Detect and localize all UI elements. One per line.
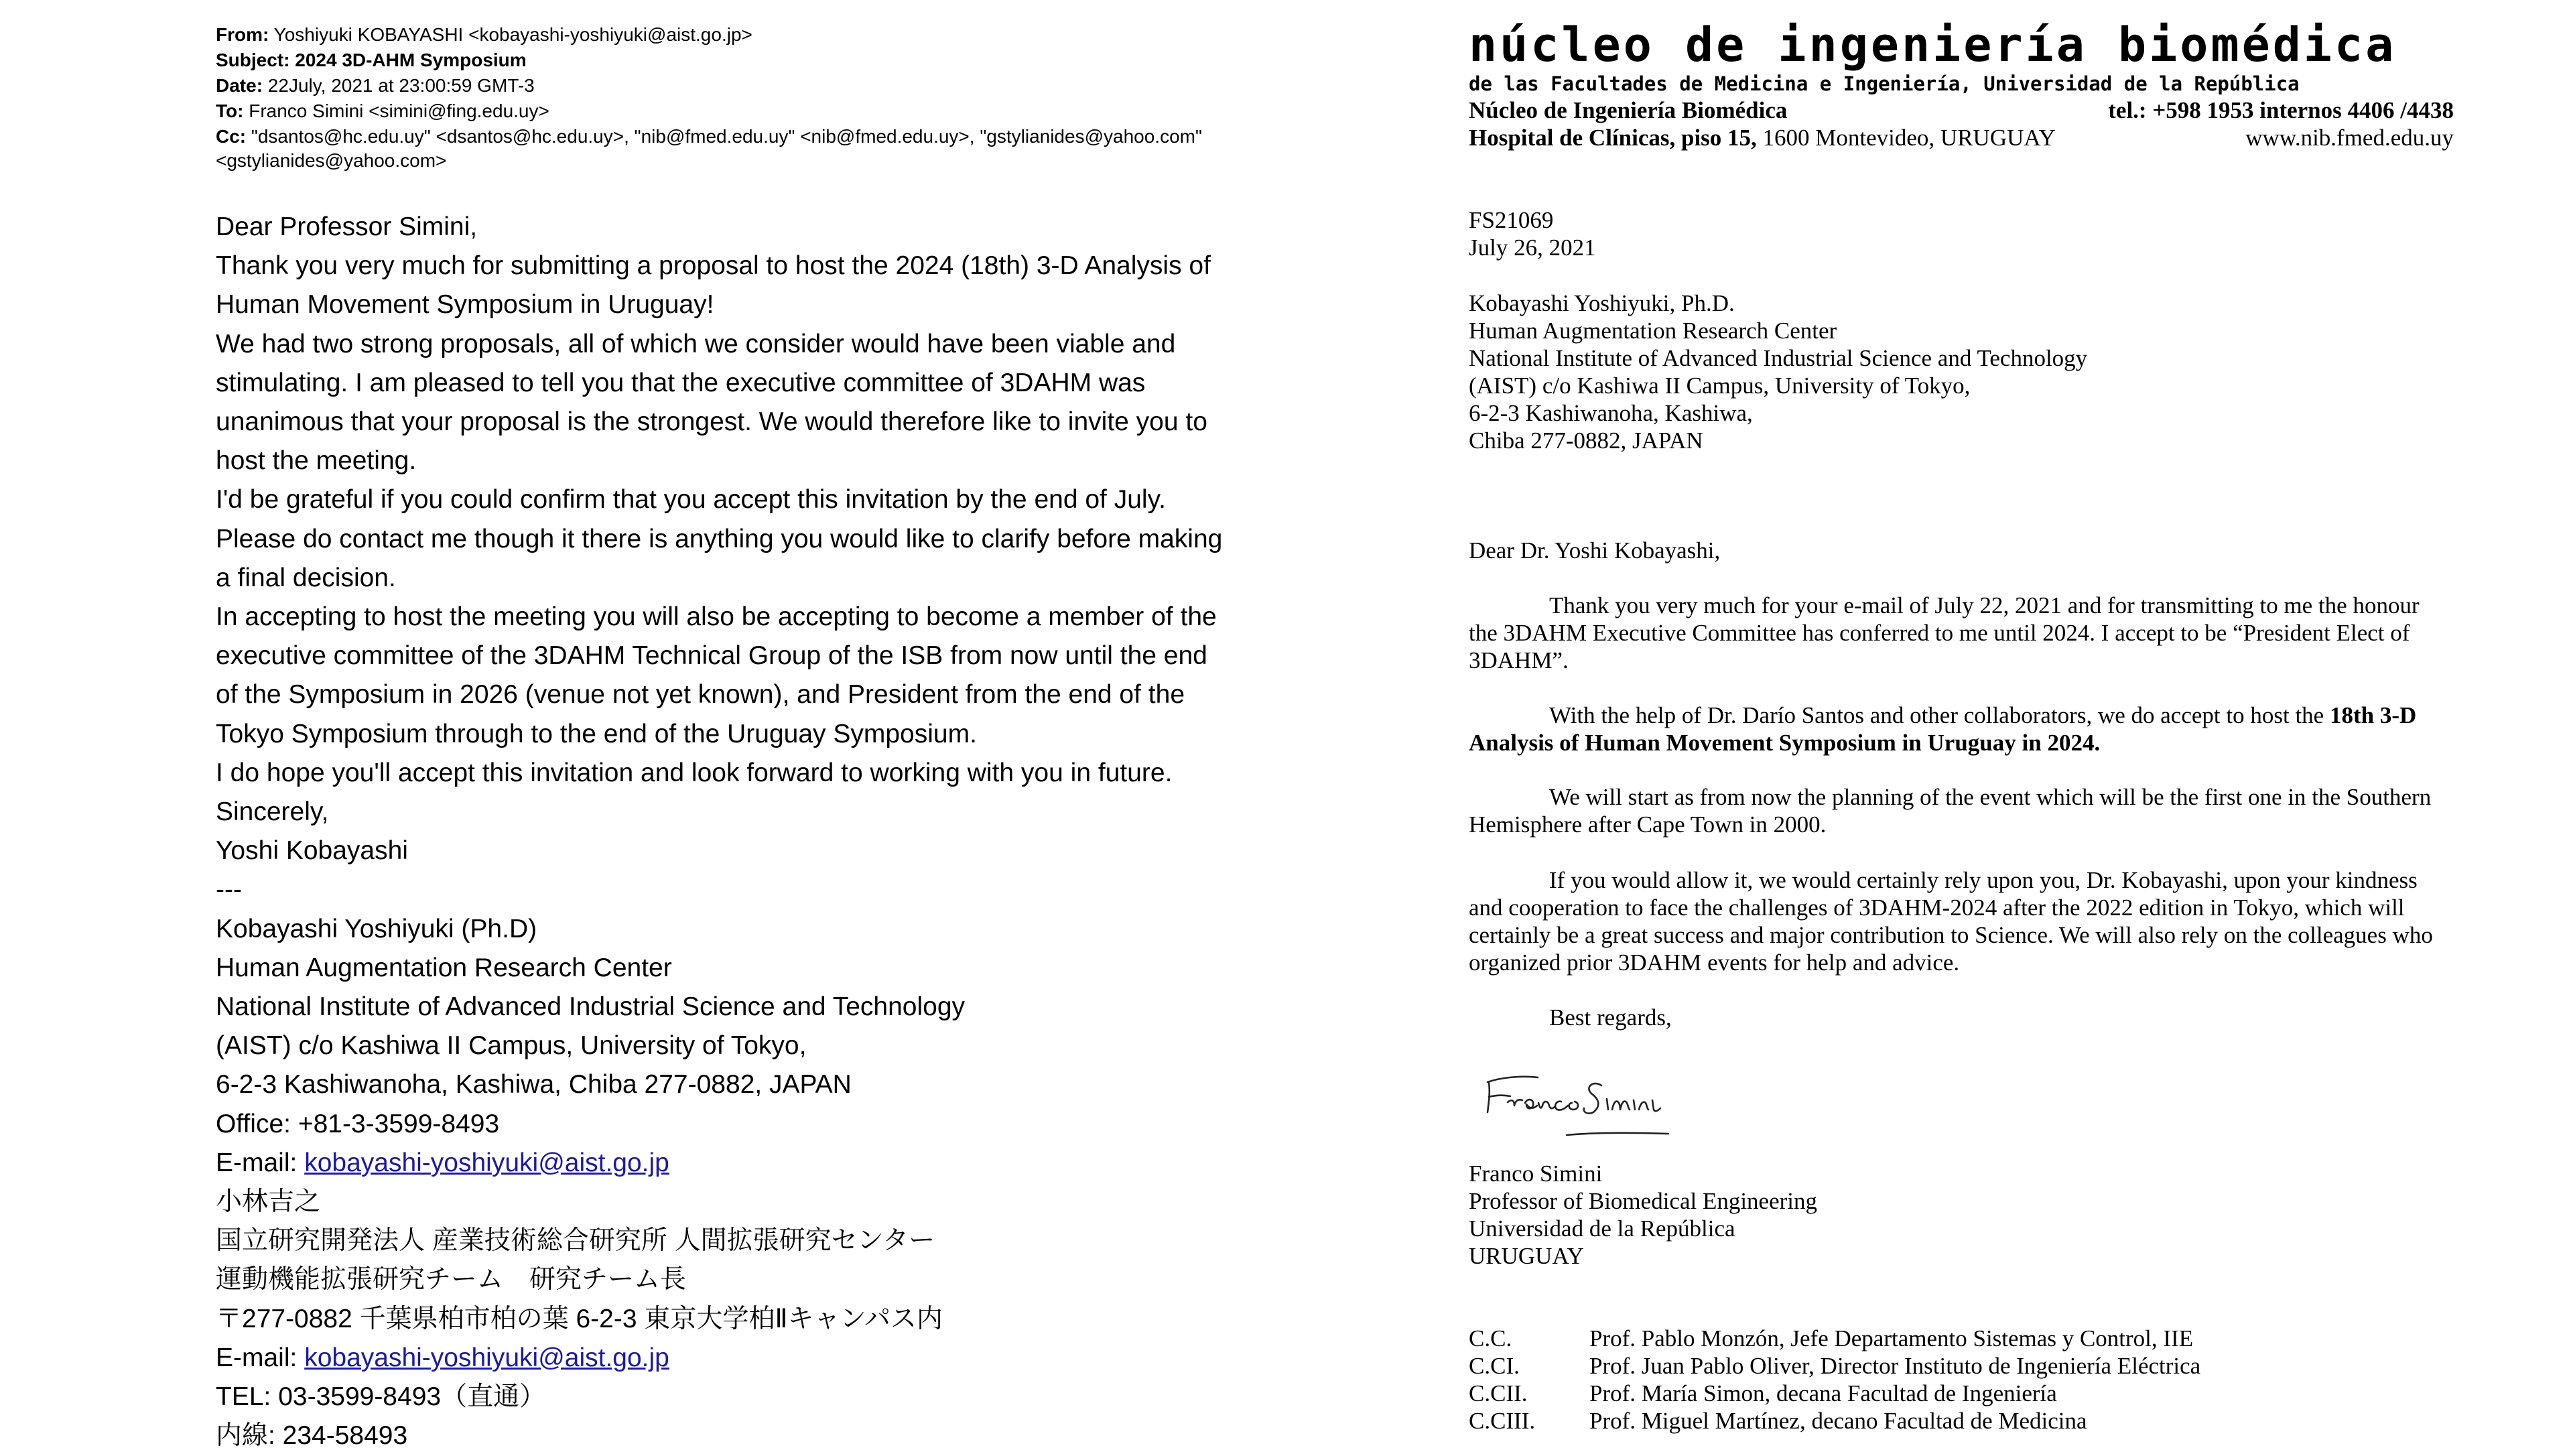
email-to-line: [216, 99, 1315, 123]
signature-line: National Institute of Advanced Industrial Science and Technology: [216, 992, 966, 1022]
letterhead-phone: tel.: +598 1953 internos 4406 /4438: [2108, 97, 2454, 123]
signature-line: Kobayashi Yoshiyuki (Ph.D): [216, 914, 537, 943]
cc-row: [1469, 1408, 2087, 1435]
body-line: Thank you very much for submitting a proposal to host the 2024 (18th) 3-D Analysis of: [216, 251, 1211, 281]
email-line-2: [216, 1339, 1328, 1378]
address-line: Chiba 277-0882, JAPAN: [1469, 427, 1703, 454]
cc-key: C.CII.: [1469, 1380, 1528, 1406]
body-line: Tokyo Symposium through to the end of the Uruguay Symposium.: [216, 719, 977, 748]
signature-line: Office: +81-3-3599-8493: [216, 1109, 500, 1138]
letterhead-line-1: [1469, 97, 2454, 124]
closing: Best regards,: [1549, 1004, 1672, 1031]
address-line: Human Augmentation Research Center: [1469, 318, 1837, 344]
paragraph-2-text: With the help of Dr. Darío Santos and other collaborators, we do accept to host the: [1549, 702, 2330, 728]
cc-label: Cc:: [216, 126, 247, 147]
cc-value: Prof. Miguel Martínez, decano Facultad de Medicina: [1589, 1408, 2087, 1434]
jp-line: 国立研究開発法人 産業技術総合研究所 人間拡張研究センター: [216, 1226, 935, 1256]
body-line: executive committee of the 3DAHM Technical Group of the ISB from now until the end: [216, 641, 1207, 671]
address-line: National Institute of Advanced Industrial Science and Technology: [1469, 345, 2088, 371]
body-line: Human Movement Symposium in Uruguay!: [216, 290, 714, 320]
address-line: 6-2-3 Kashiwanoha, Kashiwa,: [1469, 400, 1753, 426]
cc-value: Prof. María Simon, decana Facultad de Ingeniería: [1589, 1380, 2057, 1406]
email-link[interactable]: kobayashi-yoshiyuki@aist.go.jp: [304, 1148, 669, 1177]
date-label: Date:: [216, 75, 263, 96]
body-line: I do hope you'll accept this invitation and look forward to working with you in future.: [216, 758, 1173, 787]
cc-key: C.CIII.: [1469, 1408, 1536, 1434]
signer-line: URUGUAY: [1469, 1243, 1584, 1269]
email-label: E-mail:: [216, 1148, 305, 1177]
ext-line: 内線: 234-58493: [216, 1421, 408, 1451]
email-cc-line: [216, 125, 1315, 173]
body-line: ---: [216, 875, 242, 905]
body-line: Dear Professor Simini,: [216, 212, 478, 241]
email-from-line: [216, 23, 1315, 47]
salutation: Dear Dr. Yoshi Kobayashi,: [1469, 537, 1721, 564]
cc-value: "dsantos@hc.edu.uy" <dsantos@hc.edu.uy>, "nib@fmed.edu.uy" <nib@fmed.edu.uy>, "gstylianides@yahoo.com" <gstylianides@yahoo.com>: [216, 126, 1202, 171]
signer-block: [1469, 1160, 1817, 1270]
from-label: From:: [216, 24, 269, 45]
letter-reference: FS21069: [1469, 207, 1554, 233]
email-date-line: [216, 74, 1315, 98]
signature-line: 6-2-3 Kashiwanoha, Kashiwa, Chiba 277-0882, JAPAN: [216, 1070, 852, 1100]
email-label: E-mail:: [216, 1343, 305, 1372]
email-body: [216, 208, 1328, 1456]
body-line: of the Symposium in 2026 (venue not yet known), and President from the end of the: [216, 680, 1185, 710]
signature-line: (AIST) c/o Kashiwa II Campus, University of Tokyo,: [216, 1031, 807, 1061]
paragraph-4-text: If you would allow it, we would certainly rely upon you, Dr. Kobayashi, upon your kindness and cooperation to face the challenges of 3DAHM-2024 after the 2022 edition in Tokyo, which will certainly be a great success and major contribution to Science. We will also rely on the colleagues who organized prior 3DAHM events for help and advice.: [1469, 867, 2433, 976]
letter-date: July 26, 2021: [1469, 235, 1596, 261]
letterhead-location: Hospital de Clínicas, piso 15,: [1469, 125, 1757, 151]
body-line: Sincerely,: [216, 797, 329, 827]
recipient-address: [1469, 289, 2087, 454]
address-line: (AIST) c/o Kashiwa II Campus, University of Tokyo,: [1469, 373, 1971, 399]
body-line: a final decision.: [216, 563, 396, 592]
letterhead-subtitle: de las Facultades de Medicina e Ingeniería, Universidad de la República: [1469, 72, 2300, 95]
letterhead-address: 1600 Montevideo, URUGUAY: [1756, 125, 2056, 151]
cc-row: [1469, 1380, 2057, 1407]
jp-line: 〒277-0882 千葉県柏市柏の葉 6-2-3 東京大学柏Ⅱキャンパス内: [216, 1304, 943, 1333]
date-value: 22July, 2021 at 23:00:59 GMT-3: [263, 75, 535, 96]
body-line: We had two strong proposals, all of which we consider would have been viable and: [216, 329, 1176, 358]
body-line: Yoshi Kobayashi: [216, 836, 408, 866]
jp-line: 運動機能拡張研究チーム 研究チーム長: [216, 1265, 687, 1295]
cc-value: Prof. Pablo Monzón, Jefe Departamento Sistemas y Control, IIE: [1589, 1325, 2194, 1351]
email-link[interactable]: kobayashi-yoshiyuki@aist.go.jp: [304, 1343, 669, 1372]
tel-line: TEL: 03-3599-8493（直通）: [216, 1382, 546, 1412]
letterhead-line-2: [1469, 125, 2454, 151]
cc-row: [1469, 1353, 2200, 1380]
body-line: I'd be grateful if you could confirm that you accept this invitation by the end of July.: [216, 485, 1167, 515]
subject-value: 2024 3D-AHM Symposium: [289, 50, 527, 70]
body-line: unanimous that your proposal is the strongest. We would therefore like to invite you to: [216, 407, 1207, 437]
cc-value: Prof. Juan Pablo Oliver, Director Instituto de Ingeniería Eléctrica: [1589, 1353, 2201, 1379]
subject-label: Subject:: [216, 50, 290, 70]
from-value: Yoshiyuki KOBAYASHI <kobayashi-yoshiyuki@aist.go.jp>: [269, 24, 752, 45]
paragraph-1-text: Thank you very much for your e-mail of July 22, 2021 and for transmitting to me the honour the 3DAHM Executive Committee has conferred to me until 2024. I accept to be “President Elect of 3DAHM”.: [1469, 592, 2420, 673]
signer-line: Franco Simini: [1469, 1161, 1603, 1187]
to-value: Franco Simini <simini@fing.edu.uy>: [243, 101, 549, 121]
letterhead-unit-name: Núcleo de Ingeniería Biomédica: [1469, 97, 1788, 123]
body-line: stimulating. I am pleased to tell you that the executive committee of 3DAHM was: [216, 368, 1146, 397]
body-line: Please do contact me though it there is anything you would like to clarify before making: [216, 524, 1223, 553]
signature-line: Human Augmentation Research Center: [216, 953, 672, 982]
paragraph-3-text: We will start as from now the planning of the event which will be the first one in the Southern Hemisphere after Cape Town in 2000.: [1469, 784, 2432, 838]
cc-row: [1469, 1325, 2193, 1352]
email-line-1: [216, 1144, 1328, 1183]
handwritten-signature: [1474, 1065, 1715, 1146]
body-line: host the meeting.: [216, 446, 417, 476]
paragraph-2-bold: 18th 3-D Analysis of Human Movement Symposium in Uruguay in 2024.: [1469, 702, 2417, 756]
cc-key: C.CI.: [1469, 1353, 1520, 1379]
to-label: To:: [216, 101, 244, 121]
address-line: Kobayashi Yoshiyuki, Ph.D.: [1469, 290, 1735, 316]
paragraph-1: [1469, 592, 2454, 674]
cc-key: C.C.: [1469, 1325, 1512, 1351]
body-line: In accepting to host the meeting you will also be accepting to become a member of the: [216, 602, 1217, 632]
letterhead-website: www.nib.fmed.edu.uy: [2245, 125, 2454, 151]
paragraph-2: [1469, 702, 2454, 756]
signer-line: Universidad de la República: [1469, 1215, 1735, 1242]
jp-line: 小林吉之: [216, 1187, 321, 1217]
email-subject-line: [216, 48, 1315, 72]
letterhead-title: núcleo de ingeniería biomédica: [1469, 17, 2397, 72]
paragraph-3: [1469, 783, 2454, 838]
signer-line: Professor of Biomedical Engineering: [1469, 1188, 1818, 1214]
paragraph-4: [1469, 866, 2454, 976]
